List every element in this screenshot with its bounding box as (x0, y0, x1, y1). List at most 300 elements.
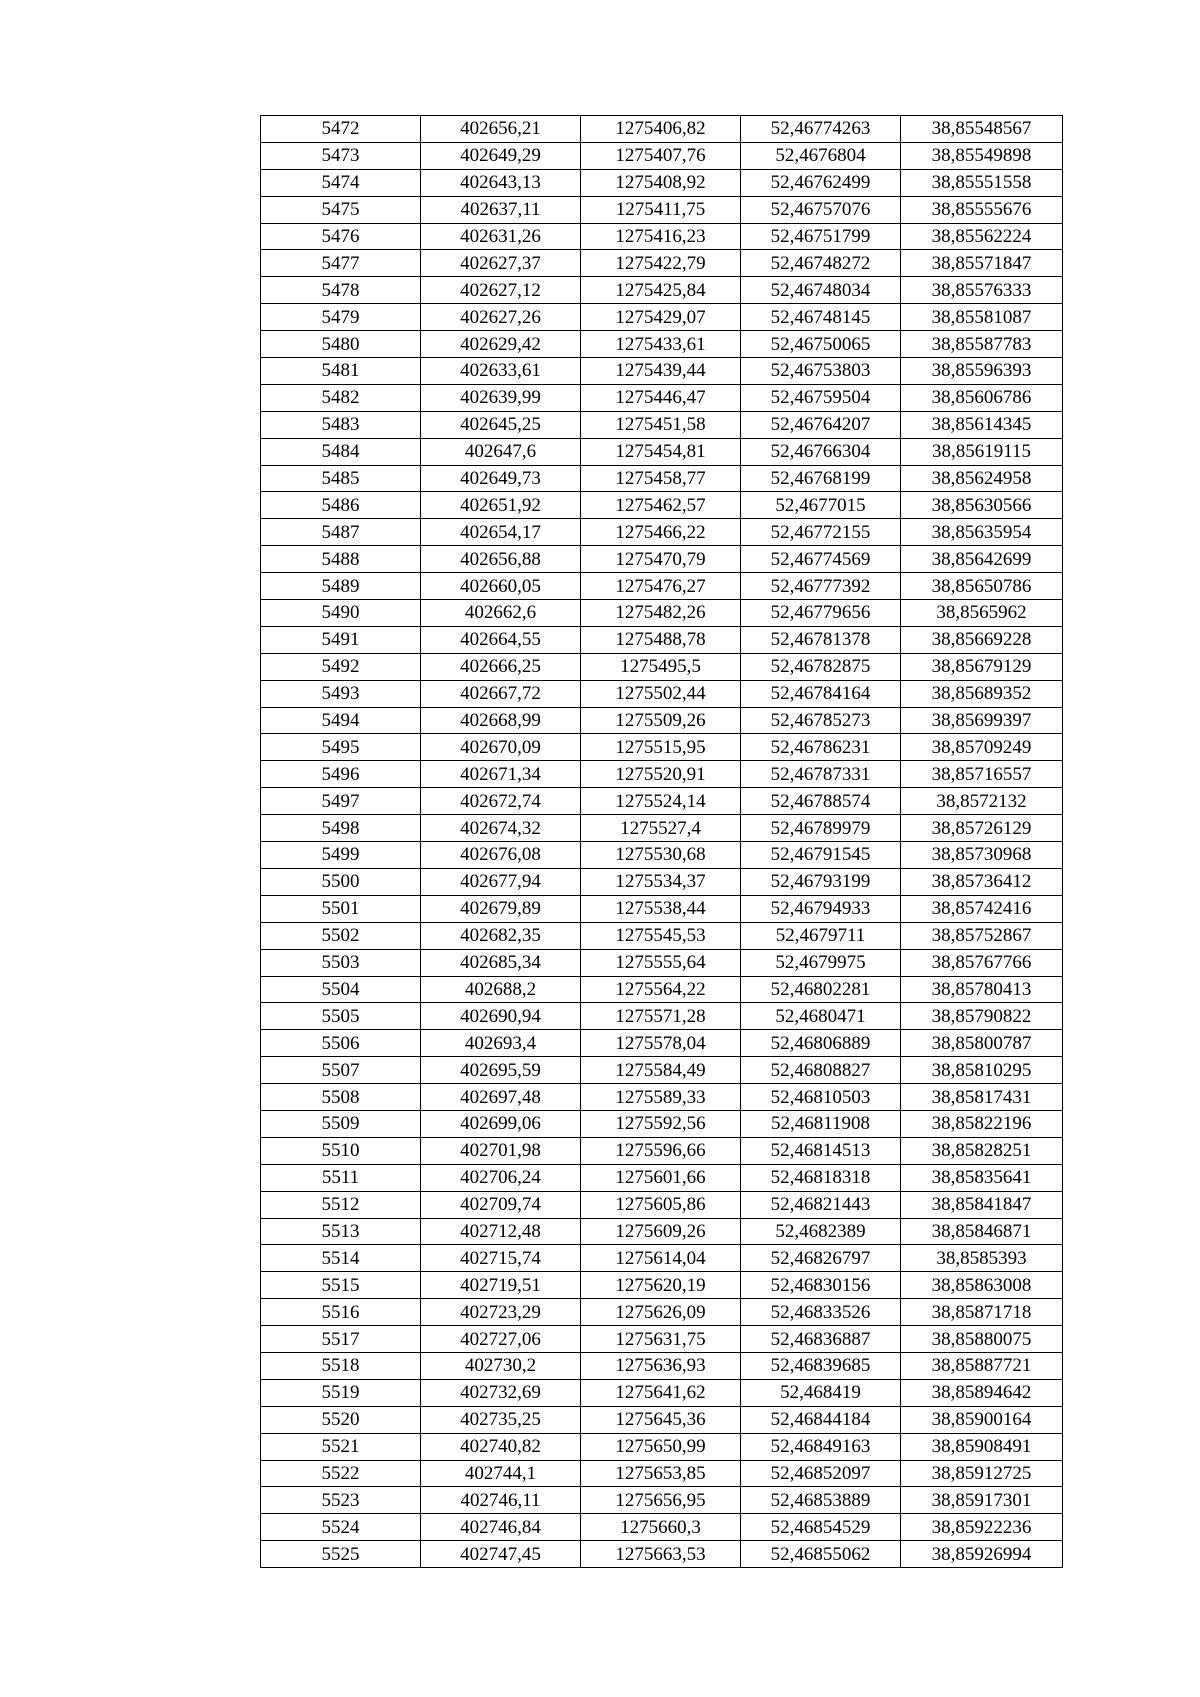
longitude-cell: 38,85887721 (901, 1352, 1063, 1379)
table-row (261, 788, 1063, 815)
longitude-cell: 38,85767766 (901, 949, 1063, 976)
latitude-cell: 52,46757076 (741, 196, 901, 223)
x-coordinate-cell: 402747,45 (421, 1541, 581, 1568)
table-row (261, 1541, 1063, 1568)
latitude-cell: 52,46802281 (741, 976, 901, 1003)
point-number-cell: 5480 (261, 331, 421, 358)
x-coordinate-cell: 402697,48 (421, 1084, 581, 1111)
table-row (261, 1433, 1063, 1460)
longitude-cell: 38,85716557 (901, 761, 1063, 788)
table-row (261, 438, 1063, 465)
y-coordinate-cell: 1275620,19 (581, 1272, 741, 1299)
table-row (261, 1272, 1063, 1299)
point-number-cell: 5498 (261, 815, 421, 842)
x-coordinate-cell: 402666,25 (421, 653, 581, 680)
longitude-cell: 38,85669228 (901, 626, 1063, 653)
longitude-cell: 38,85576333 (901, 277, 1063, 304)
y-coordinate-cell: 1275406,82 (581, 116, 741, 143)
point-number-cell: 5509 (261, 1110, 421, 1137)
y-coordinate-cell: 1275656,95 (581, 1487, 741, 1514)
x-coordinate-cell: 402682,35 (421, 922, 581, 949)
y-coordinate-cell: 1275660,3 (581, 1514, 741, 1541)
latitude-cell: 52,46808827 (741, 1057, 901, 1084)
y-coordinate-cell: 1275422,79 (581, 250, 741, 277)
y-coordinate-cell: 1275458,77 (581, 465, 741, 492)
longitude-cell: 38,85650786 (901, 573, 1063, 600)
point-number-cell: 5504 (261, 976, 421, 1003)
y-coordinate-cell: 1275433,61 (581, 331, 741, 358)
latitude-cell: 52,46836887 (741, 1326, 901, 1353)
latitude-cell: 52,46810503 (741, 1084, 901, 1111)
x-coordinate-cell: 402651,92 (421, 492, 581, 519)
longitude-cell: 38,85926994 (901, 1541, 1063, 1568)
point-number-cell: 5472 (261, 116, 421, 143)
x-coordinate-cell: 402633,61 (421, 358, 581, 385)
y-coordinate-cell: 1275578,04 (581, 1030, 741, 1057)
longitude-cell: 38,85841847 (901, 1191, 1063, 1218)
longitude-cell: 38,85587783 (901, 331, 1063, 358)
table-row (261, 680, 1063, 707)
y-coordinate-cell: 1275488,78 (581, 626, 741, 653)
y-coordinate-cell: 1275416,23 (581, 223, 741, 250)
point-number-cell: 5508 (261, 1084, 421, 1111)
table-row (261, 868, 1063, 895)
table-row (261, 573, 1063, 600)
table-row (261, 600, 1063, 627)
table-row (261, 223, 1063, 250)
x-coordinate-cell: 402627,26 (421, 304, 581, 331)
y-coordinate-cell: 1275592,56 (581, 1110, 741, 1137)
table-row (261, 196, 1063, 223)
x-coordinate-cell: 402656,88 (421, 546, 581, 573)
longitude-cell: 38,85709249 (901, 734, 1063, 761)
x-coordinate-cell: 402656,21 (421, 116, 581, 143)
point-number-cell: 5502 (261, 922, 421, 949)
longitude-cell: 38,8585393 (901, 1245, 1063, 1272)
point-number-cell: 5496 (261, 761, 421, 788)
table-row (261, 519, 1063, 546)
table-row (261, 707, 1063, 734)
x-coordinate-cell: 402627,12 (421, 277, 581, 304)
y-coordinate-cell: 1275502,44 (581, 680, 741, 707)
x-coordinate-cell: 402740,82 (421, 1433, 581, 1460)
point-number-cell: 5487 (261, 519, 421, 546)
longitude-cell: 38,85635954 (901, 519, 1063, 546)
point-number-cell: 5517 (261, 1326, 421, 1353)
latitude-cell: 52,46779656 (741, 600, 901, 627)
table-row (261, 922, 1063, 949)
y-coordinate-cell: 1275641,62 (581, 1379, 741, 1406)
table-row (261, 465, 1063, 492)
latitude-cell: 52,4679711 (741, 922, 901, 949)
x-coordinate-cell: 402744,1 (421, 1460, 581, 1487)
y-coordinate-cell: 1275476,27 (581, 573, 741, 600)
latitude-cell: 52,46844184 (741, 1406, 901, 1433)
point-number-cell: 5513 (261, 1218, 421, 1245)
point-number-cell: 5501 (261, 895, 421, 922)
y-coordinate-cell: 1275482,26 (581, 600, 741, 627)
x-coordinate-cell: 402629,42 (421, 331, 581, 358)
x-coordinate-cell: 402685,34 (421, 949, 581, 976)
point-number-cell: 5485 (261, 465, 421, 492)
latitude-cell: 52,46787331 (741, 761, 901, 788)
longitude-cell: 38,85630566 (901, 492, 1063, 519)
table-row (261, 815, 1063, 842)
table-row (261, 1003, 1063, 1030)
x-coordinate-cell: 402730,2 (421, 1352, 581, 1379)
point-number-cell: 5495 (261, 734, 421, 761)
latitude-cell: 52,46793199 (741, 868, 901, 895)
point-number-cell: 5518 (261, 1352, 421, 1379)
longitude-cell: 38,8572132 (901, 788, 1063, 815)
point-number-cell: 5520 (261, 1406, 421, 1433)
x-coordinate-cell: 402677,94 (421, 868, 581, 895)
latitude-cell: 52,46774263 (741, 116, 901, 143)
latitude-cell: 52,4680471 (741, 1003, 901, 1030)
x-coordinate-cell: 402672,74 (421, 788, 581, 815)
y-coordinate-cell: 1275636,93 (581, 1352, 741, 1379)
table-row (261, 653, 1063, 680)
longitude-cell: 38,85624958 (901, 465, 1063, 492)
point-number-cell: 5524 (261, 1514, 421, 1541)
latitude-cell: 52,46748145 (741, 304, 901, 331)
latitude-cell: 52,46762499 (741, 169, 901, 196)
table-row (261, 169, 1063, 196)
x-coordinate-cell: 402667,72 (421, 680, 581, 707)
x-coordinate-cell: 402671,34 (421, 761, 581, 788)
x-coordinate-cell: 402723,29 (421, 1299, 581, 1326)
table-row (261, 1299, 1063, 1326)
y-coordinate-cell: 1275439,44 (581, 358, 741, 385)
longitude-cell: 38,85917301 (901, 1487, 1063, 1514)
latitude-cell: 52,46784164 (741, 680, 901, 707)
y-coordinate-cell: 1275429,07 (581, 304, 741, 331)
table-row (261, 277, 1063, 304)
longitude-cell: 38,85555676 (901, 196, 1063, 223)
point-number-cell: 5500 (261, 868, 421, 895)
longitude-cell: 38,85817431 (901, 1084, 1063, 1111)
x-coordinate-cell: 402660,05 (421, 573, 581, 600)
table-row (261, 761, 1063, 788)
longitude-cell: 38,85912725 (901, 1460, 1063, 1487)
longitude-cell: 38,85846871 (901, 1218, 1063, 1245)
longitude-cell: 38,85835641 (901, 1164, 1063, 1191)
y-coordinate-cell: 1275527,4 (581, 815, 741, 842)
latitude-cell: 52,46777392 (741, 573, 901, 600)
latitude-cell: 52,46791545 (741, 842, 901, 869)
x-coordinate-cell: 402701,98 (421, 1137, 581, 1164)
longitude-cell: 38,85790822 (901, 1003, 1063, 1030)
latitude-cell: 52,46794933 (741, 895, 901, 922)
table-row (261, 1137, 1063, 1164)
latitude-cell: 52,46814513 (741, 1137, 901, 1164)
point-number-cell: 5477 (261, 250, 421, 277)
table-row (261, 250, 1063, 277)
table-row (261, 976, 1063, 1003)
latitude-cell: 52,468419 (741, 1379, 901, 1406)
latitude-cell: 52,46766304 (741, 438, 901, 465)
table-row (261, 1245, 1063, 1272)
x-coordinate-cell: 402690,94 (421, 1003, 581, 1030)
point-number-cell: 5515 (261, 1272, 421, 1299)
point-number-cell: 5497 (261, 788, 421, 815)
x-coordinate-cell: 402715,74 (421, 1245, 581, 1272)
x-coordinate-cell: 402746,84 (421, 1514, 581, 1541)
latitude-cell: 52,46753803 (741, 358, 901, 385)
latitude-cell: 52,46748034 (741, 277, 901, 304)
latitude-cell: 52,46774569 (741, 546, 901, 573)
longitude-cell: 38,85679129 (901, 653, 1063, 680)
point-number-cell: 5512 (261, 1191, 421, 1218)
x-coordinate-cell: 402647,6 (421, 438, 581, 465)
point-number-cell: 5510 (261, 1137, 421, 1164)
latitude-cell: 52,46821443 (741, 1191, 901, 1218)
latitude-cell: 52,46826797 (741, 1245, 901, 1272)
y-coordinate-cell: 1275631,75 (581, 1326, 741, 1353)
x-coordinate-cell: 402643,13 (421, 169, 581, 196)
table-row (261, 546, 1063, 573)
latitude-cell: 52,46789979 (741, 815, 901, 842)
table-row (261, 1030, 1063, 1057)
table-row (261, 842, 1063, 869)
longitude-cell: 38,85800787 (901, 1030, 1063, 1057)
longitude-cell: 38,85614345 (901, 411, 1063, 438)
latitude-cell: 52,46855062 (741, 1541, 901, 1568)
y-coordinate-cell: 1275408,92 (581, 169, 741, 196)
longitude-cell: 38,85780413 (901, 976, 1063, 1003)
point-number-cell: 5507 (261, 1057, 421, 1084)
y-coordinate-cell: 1275555,64 (581, 949, 741, 976)
longitude-cell: 38,85619115 (901, 438, 1063, 465)
longitude-cell: 38,85689352 (901, 680, 1063, 707)
latitude-cell: 52,46854529 (741, 1514, 901, 1541)
point-number-cell: 5486 (261, 492, 421, 519)
latitude-cell: 52,46833526 (741, 1299, 901, 1326)
table-row (261, 626, 1063, 653)
x-coordinate-cell: 402688,2 (421, 976, 581, 1003)
point-number-cell: 5514 (261, 1245, 421, 1272)
longitude-cell: 38,85551558 (901, 169, 1063, 196)
table-row (261, 1191, 1063, 1218)
x-coordinate-cell: 402693,4 (421, 1030, 581, 1057)
table-row (261, 1057, 1063, 1084)
latitude-cell: 52,4677015 (741, 492, 901, 519)
latitude-cell: 52,4682389 (741, 1218, 901, 1245)
y-coordinate-cell: 1275407,76 (581, 142, 741, 169)
table-row (261, 142, 1063, 169)
y-coordinate-cell: 1275534,37 (581, 868, 741, 895)
latitude-cell: 52,46748272 (741, 250, 901, 277)
table-row (261, 331, 1063, 358)
longitude-cell: 38,85596393 (901, 358, 1063, 385)
point-number-cell: 5488 (261, 546, 421, 573)
latitude-cell: 52,4679975 (741, 949, 901, 976)
x-coordinate-cell: 402679,89 (421, 895, 581, 922)
y-coordinate-cell: 1275609,26 (581, 1218, 741, 1245)
point-number-cell: 5499 (261, 842, 421, 869)
point-number-cell: 5492 (261, 653, 421, 680)
x-coordinate-cell: 402727,06 (421, 1326, 581, 1353)
x-coordinate-cell: 402746,11 (421, 1487, 581, 1514)
x-coordinate-cell: 402709,74 (421, 1191, 581, 1218)
table-row (261, 1084, 1063, 1111)
latitude-cell: 52,46806889 (741, 1030, 901, 1057)
longitude-cell: 38,85730968 (901, 842, 1063, 869)
latitude-cell: 52,46750065 (741, 331, 901, 358)
y-coordinate-cell: 1275663,53 (581, 1541, 741, 1568)
y-coordinate-cell: 1275425,84 (581, 277, 741, 304)
x-coordinate-cell: 402662,6 (421, 600, 581, 627)
y-coordinate-cell: 1275538,44 (581, 895, 741, 922)
point-number-cell: 5490 (261, 600, 421, 627)
table-row (261, 1218, 1063, 1245)
longitude-cell: 38,85562224 (901, 223, 1063, 250)
y-coordinate-cell: 1275495,5 (581, 653, 741, 680)
point-number-cell: 5519 (261, 1379, 421, 1406)
latitude-cell: 52,46830156 (741, 1272, 901, 1299)
point-number-cell: 5474 (261, 169, 421, 196)
y-coordinate-cell: 1275626,09 (581, 1299, 741, 1326)
y-coordinate-cell: 1275589,33 (581, 1084, 741, 1111)
latitude-cell: 52,46849163 (741, 1433, 901, 1460)
latitude-cell: 52,46853889 (741, 1487, 901, 1514)
point-number-cell: 5505 (261, 1003, 421, 1030)
latitude-cell: 52,46811908 (741, 1110, 901, 1137)
latitude-cell: 52,46788574 (741, 788, 901, 815)
coordinates-table-body (261, 116, 1063, 1568)
latitude-cell: 52,46768199 (741, 465, 901, 492)
latitude-cell: 52,46759504 (741, 384, 901, 411)
longitude-cell: 38,8565962 (901, 600, 1063, 627)
x-coordinate-cell: 402699,06 (421, 1110, 581, 1137)
longitude-cell: 38,85571847 (901, 250, 1063, 277)
y-coordinate-cell: 1275466,22 (581, 519, 741, 546)
y-coordinate-cell: 1275462,57 (581, 492, 741, 519)
y-coordinate-cell: 1275605,86 (581, 1191, 741, 1218)
table-row (261, 492, 1063, 519)
x-coordinate-cell: 402649,73 (421, 465, 581, 492)
table-row (261, 895, 1063, 922)
longitude-cell: 38,85880075 (901, 1326, 1063, 1353)
table-row (261, 304, 1063, 331)
y-coordinate-cell: 1275451,58 (581, 411, 741, 438)
table-row (261, 384, 1063, 411)
table-row (261, 1326, 1063, 1353)
longitude-cell: 38,85752867 (901, 922, 1063, 949)
x-coordinate-cell: 402627,37 (421, 250, 581, 277)
table-row (261, 116, 1063, 143)
table-row (261, 358, 1063, 385)
y-coordinate-cell: 1275411,75 (581, 196, 741, 223)
latitude-cell: 52,46786231 (741, 734, 901, 761)
longitude-cell: 38,85742416 (901, 895, 1063, 922)
point-number-cell: 5494 (261, 707, 421, 734)
x-coordinate-cell: 402670,09 (421, 734, 581, 761)
table-row (261, 1514, 1063, 1541)
x-coordinate-cell: 402674,32 (421, 815, 581, 842)
y-coordinate-cell: 1275545,53 (581, 922, 741, 949)
y-coordinate-cell: 1275645,36 (581, 1406, 741, 1433)
y-coordinate-cell: 1275653,85 (581, 1460, 741, 1487)
latitude-cell: 52,46772155 (741, 519, 901, 546)
longitude-cell: 38,85642699 (901, 546, 1063, 573)
y-coordinate-cell: 1275530,68 (581, 842, 741, 869)
point-number-cell: 5484 (261, 438, 421, 465)
y-coordinate-cell: 1275650,99 (581, 1433, 741, 1460)
point-number-cell: 5475 (261, 196, 421, 223)
y-coordinate-cell: 1275470,79 (581, 546, 741, 573)
point-number-cell: 5489 (261, 573, 421, 600)
point-number-cell: 5491 (261, 626, 421, 653)
y-coordinate-cell: 1275454,81 (581, 438, 741, 465)
point-number-cell: 5482 (261, 384, 421, 411)
point-number-cell: 5478 (261, 277, 421, 304)
longitude-cell: 38,85908491 (901, 1433, 1063, 1460)
longitude-cell: 38,85606786 (901, 384, 1063, 411)
y-coordinate-cell: 1275520,91 (581, 761, 741, 788)
latitude-cell: 52,46839685 (741, 1352, 901, 1379)
y-coordinate-cell: 1275571,28 (581, 1003, 741, 1030)
x-coordinate-cell: 402664,55 (421, 626, 581, 653)
point-number-cell: 5516 (261, 1299, 421, 1326)
x-coordinate-cell: 402654,17 (421, 519, 581, 546)
point-number-cell: 5521 (261, 1433, 421, 1460)
x-coordinate-cell: 402631,26 (421, 223, 581, 250)
longitude-cell: 38,85828251 (901, 1137, 1063, 1164)
point-number-cell: 5525 (261, 1541, 421, 1568)
x-coordinate-cell: 402732,69 (421, 1379, 581, 1406)
y-coordinate-cell: 1275584,49 (581, 1057, 741, 1084)
table-row (261, 1352, 1063, 1379)
longitude-cell: 38,85736412 (901, 868, 1063, 895)
point-number-cell: 5483 (261, 411, 421, 438)
y-coordinate-cell: 1275564,22 (581, 976, 741, 1003)
x-coordinate-cell: 402706,24 (421, 1164, 581, 1191)
point-number-cell: 5473 (261, 142, 421, 169)
x-coordinate-cell: 402645,25 (421, 411, 581, 438)
x-coordinate-cell: 402735,25 (421, 1406, 581, 1433)
point-number-cell: 5506 (261, 1030, 421, 1057)
table-row (261, 1460, 1063, 1487)
point-number-cell: 5479 (261, 304, 421, 331)
x-coordinate-cell: 402649,29 (421, 142, 581, 169)
latitude-cell: 52,46818318 (741, 1164, 901, 1191)
point-number-cell: 5523 (261, 1487, 421, 1514)
y-coordinate-cell: 1275596,66 (581, 1137, 741, 1164)
table-row (261, 1164, 1063, 1191)
y-coordinate-cell: 1275509,26 (581, 707, 741, 734)
longitude-cell: 38,85726129 (901, 815, 1063, 842)
longitude-cell: 38,85822196 (901, 1110, 1063, 1137)
y-coordinate-cell: 1275515,95 (581, 734, 741, 761)
table-row (261, 1110, 1063, 1137)
point-number-cell: 5503 (261, 949, 421, 976)
longitude-cell: 38,85810295 (901, 1057, 1063, 1084)
y-coordinate-cell: 1275446,47 (581, 384, 741, 411)
longitude-cell: 38,85922236 (901, 1514, 1063, 1541)
point-number-cell: 5511 (261, 1164, 421, 1191)
point-number-cell: 5481 (261, 358, 421, 385)
x-coordinate-cell: 402639,99 (421, 384, 581, 411)
x-coordinate-cell: 402712,48 (421, 1218, 581, 1245)
table-row (261, 1379, 1063, 1406)
longitude-cell: 38,85894642 (901, 1379, 1063, 1406)
latitude-cell: 52,46782875 (741, 653, 901, 680)
table-row (261, 1406, 1063, 1433)
x-coordinate-cell: 402695,59 (421, 1057, 581, 1084)
latitude-cell: 52,46781378 (741, 626, 901, 653)
x-coordinate-cell: 402676,08 (421, 842, 581, 869)
